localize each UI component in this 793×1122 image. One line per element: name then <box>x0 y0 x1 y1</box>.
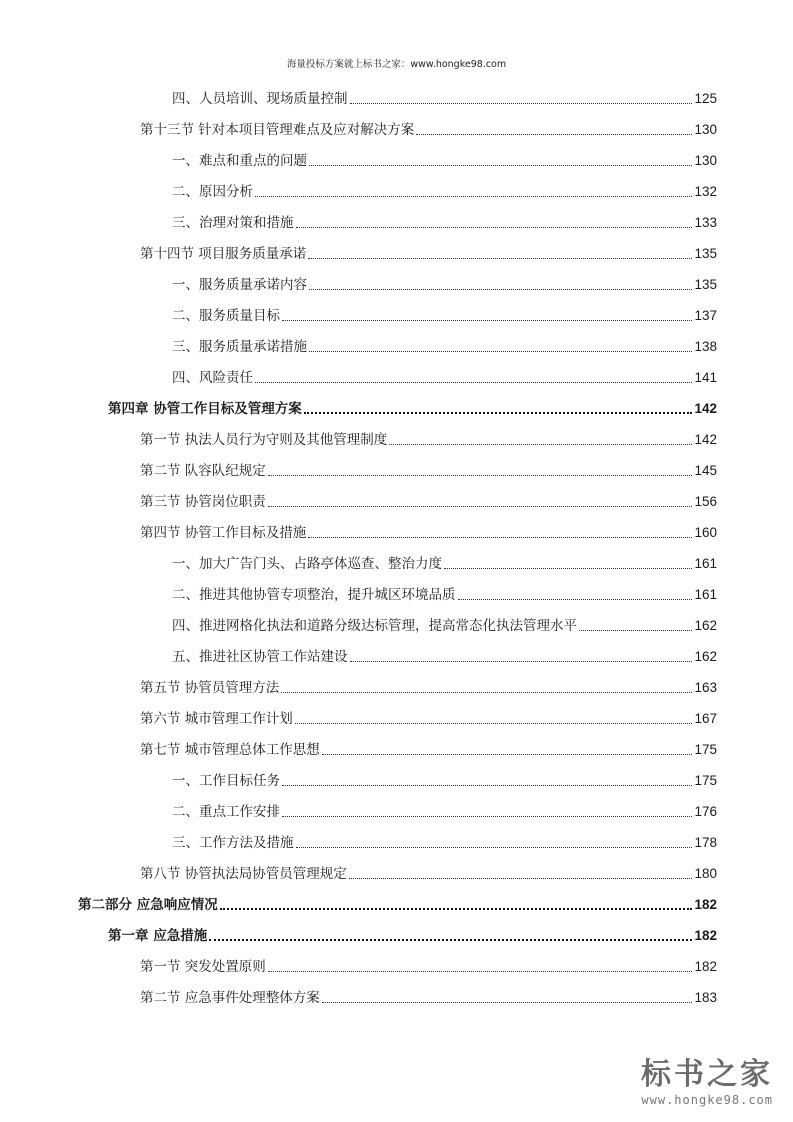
toc-dot-leader <box>268 475 693 476</box>
toc-entry-title: 三、服务质量承诺措施 <box>172 339 307 355</box>
toc-entry-title: 第六节 城市管理工作计划 <box>140 711 293 727</box>
toc-entry-page: 141 <box>694 370 717 385</box>
toc-dot-leader <box>282 785 692 786</box>
toc-entry[interactable] <box>172 549 717 573</box>
toc-entry-page: 135 <box>694 277 717 292</box>
toc-entry-title: 一、服务质量承诺内容 <box>172 277 307 293</box>
toc-entry-title: 第一章 应急措施 <box>108 928 208 944</box>
toc-entry[interactable] <box>172 270 717 294</box>
toc-dot-leader <box>268 506 693 507</box>
toc-entry-page: 135 <box>694 246 717 261</box>
toc-dot-leader <box>322 754 693 755</box>
toc-entry-title: 第二节 应急事件处理整体方案 <box>140 990 320 1006</box>
toc-entry[interactable] <box>172 797 717 821</box>
toc-entry-page: 160 <box>694 525 717 540</box>
toc-entry[interactable] <box>140 518 717 542</box>
toc-entry-title: 第八节 协管执法局协管员管理规定 <box>140 866 347 882</box>
toc-entry-title: 第五节 协管员管理方法 <box>140 680 280 696</box>
toc-entry-title: 二、原因分析 <box>172 184 253 200</box>
toc-entry[interactable] <box>140 673 717 697</box>
toc-dot-leader <box>389 444 692 445</box>
toc-dot-leader <box>458 599 693 600</box>
toc-entry-title: 二、重点工作安排 <box>172 804 280 820</box>
toc-entry-page: 182 <box>694 959 717 974</box>
toc-entry-page: 182 <box>694 897 717 912</box>
toc-entry-title: 第十三节 针对本项目管理难点及应对解决方案 <box>140 122 415 138</box>
toc-entry-page: 163 <box>694 680 717 695</box>
toc-entry-page: 180 <box>694 866 717 881</box>
toc-entry[interactable] <box>78 890 717 914</box>
toc-entry-page: 142 <box>694 401 717 416</box>
toc-entry-title: 第二节 队容队纪规定 <box>140 463 266 479</box>
toc-entry-page: 161 <box>694 587 717 602</box>
toc-dot-leader <box>209 939 692 941</box>
toc-entry[interactable] <box>172 766 717 790</box>
brand-logo <box>613 1058 773 1114</box>
toc-dot-leader <box>350 103 693 104</box>
toc-dot-leader <box>255 382 692 383</box>
toc-entry-page: 132 <box>694 184 717 199</box>
toc-entry-title: 第一节 执法人员行为守则及其他管理制度 <box>140 432 388 448</box>
toc-entry-page: 162 <box>694 618 717 633</box>
toc-entry-page: 176 <box>694 804 717 819</box>
toc-entry[interactable] <box>140 704 717 728</box>
toc-entry[interactable] <box>140 859 717 883</box>
toc-entry-title: 四、推进网格化执法和道路分级达标管理，提高常态化执法管理水平 <box>172 618 577 634</box>
toc-dot-leader <box>268 971 693 972</box>
toc-entry-title: 第四节 协管工作目标及措施 <box>140 525 307 541</box>
toc-dot-leader <box>322 1002 693 1003</box>
toc-dot-leader <box>281 692 692 693</box>
toc-dot-leader <box>296 227 693 228</box>
toc-entry-page: 175 <box>694 773 717 788</box>
toc-entry[interactable] <box>140 456 717 480</box>
toc-entry-title: 一、难点和重点的问题 <box>172 153 307 169</box>
page-header: 海量投标方案就上标书之家：www.hongke98.com <box>286 59 507 70</box>
toc-entry-title: 一、工作目标任务 <box>172 773 280 789</box>
toc-dot-leader <box>309 351 692 352</box>
toc-entry-page: 138 <box>694 339 717 354</box>
toc-entry[interactable] <box>172 84 717 108</box>
toc-entry[interactable] <box>108 921 717 945</box>
toc-entry-title: 第十四节 项目服务质量承诺 <box>140 246 307 262</box>
toc-dot-leader <box>304 412 693 414</box>
toc-entry-page: 142 <box>694 432 717 447</box>
toc-entry[interactable] <box>140 239 717 263</box>
toc-entry[interactable] <box>140 115 717 139</box>
toc-entry-page: 182 <box>694 928 717 943</box>
toc-entry[interactable] <box>172 177 717 201</box>
toc-entry-page: 130 <box>694 153 717 168</box>
toc-dot-leader <box>255 196 692 197</box>
toc-entry-page: 137 <box>694 308 717 323</box>
toc-dot-leader <box>309 289 692 290</box>
toc-entry-title: 二、服务质量目标 <box>172 308 280 324</box>
toc-entry-title: 第一节 突发处置原则 <box>140 959 266 975</box>
toc-entry-page: 178 <box>694 835 717 850</box>
toc-dot-leader <box>296 847 693 848</box>
toc-dot-leader <box>295 723 693 724</box>
toc-entry[interactable] <box>140 735 717 759</box>
toc-entry-title: 二、推进其他协管专项整治，提升城区环境品质 <box>172 587 456 603</box>
toc-entry[interactable] <box>172 363 717 387</box>
toc-entry-title: 第四章 协管工作目标及管理方案 <box>108 401 302 417</box>
toc-entry-page: 167 <box>694 711 717 726</box>
toc-entry-page: 133 <box>694 215 717 230</box>
toc-entry[interactable] <box>172 208 717 232</box>
toc-entry-page: 183 <box>694 990 717 1005</box>
toc-entry[interactable] <box>172 146 717 170</box>
toc-dot-leader <box>579 630 692 631</box>
toc-dot-leader <box>282 320 692 321</box>
toc-dot-leader <box>350 661 693 662</box>
toc-entry[interactable] <box>140 487 717 511</box>
toc-dot-leader <box>416 134 692 135</box>
toc-dot-leader <box>308 258 692 259</box>
toc-dot-leader <box>220 908 693 910</box>
toc-entry-title: 三、治理对策和措施 <box>172 215 294 231</box>
toc-entry[interactable] <box>140 425 717 449</box>
toc-entry-title: 四、人员培训、现场质量控制 <box>172 91 348 107</box>
toc-entry[interactable] <box>172 642 717 666</box>
brand-logo-url: www.hongke98.com <box>641 1093 773 1107</box>
toc-entry[interactable] <box>108 394 717 418</box>
toc-entry-title: 三、工作方法及措施 <box>172 835 294 851</box>
toc-entry[interactable] <box>172 301 717 325</box>
toc-entry[interactable] <box>140 983 717 1007</box>
toc-dot-leader <box>308 537 692 538</box>
toc-entry-page: 162 <box>694 649 717 664</box>
toc-entry-page: 145 <box>694 463 717 478</box>
toc-entry-page: 175 <box>694 742 717 757</box>
toc-dot-leader <box>444 568 692 569</box>
toc-entry-title: 五、推进社区协管工作站建设 <box>172 649 348 665</box>
toc-entry-title: 一、加大广告门头、占路亭体巡查、整治力度 <box>172 556 442 572</box>
toc-entry-page: 161 <box>694 556 717 571</box>
toc-entry-page: 125 <box>694 91 717 106</box>
toc-dot-leader <box>349 878 693 879</box>
toc-entry-page: 156 <box>694 494 717 509</box>
toc-entry[interactable] <box>140 952 717 976</box>
toc-entry-page: 130 <box>694 122 717 137</box>
toc-entry[interactable] <box>172 611 717 635</box>
brand-logo-text: 标书之家 <box>641 1057 773 1092</box>
toc-entry[interactable] <box>172 828 717 852</box>
toc-dot-leader <box>309 165 692 166</box>
toc-dot-leader <box>282 816 692 817</box>
toc-entry[interactable] <box>172 580 717 604</box>
toc-entry-title: 第七节 城市管理总体工作思想 <box>140 742 320 758</box>
toc-entry-title: 四、风险责任 <box>172 370 253 386</box>
toc-entry-title: 第三节 协管岗位职责 <box>140 494 266 510</box>
toc-entry-title: 第二部分 应急响应情况 <box>78 897 218 913</box>
toc-entry[interactable] <box>172 332 717 356</box>
